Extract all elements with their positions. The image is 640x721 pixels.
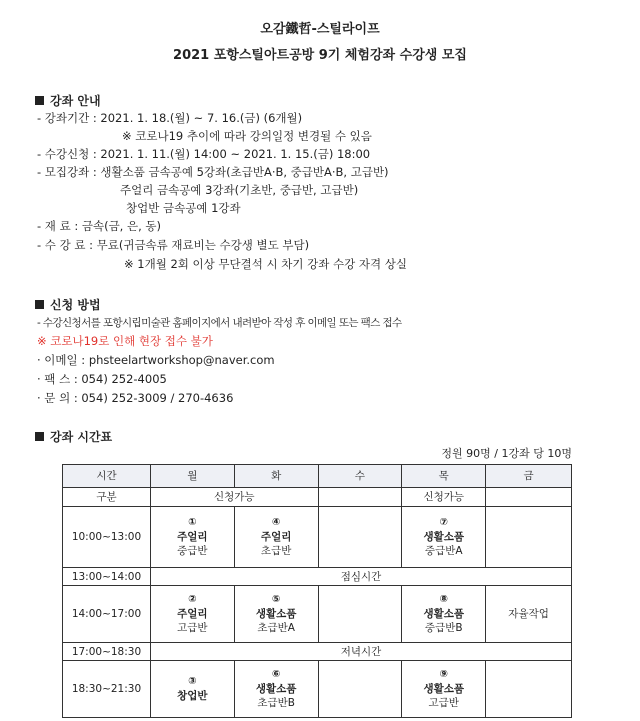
header-mon: 월 xyxy=(150,465,234,488)
slot3-tue xyxy=(234,661,318,718)
gubun-fri xyxy=(486,488,572,507)
registration-period: - 수강신청 : 2021. 1. 11.(월) 14:00 ~ 2021. 1. 15.(금) 18:00 xyxy=(37,147,371,161)
course-level: 초급반A xyxy=(257,622,295,634)
slot3-wed xyxy=(318,661,402,718)
course-number: ⑦ xyxy=(439,517,448,528)
course-number: ⑥ xyxy=(271,669,281,680)
course-name: 주얼리 xyxy=(177,531,208,543)
course-level: 중급반B xyxy=(424,622,463,634)
lunch-label: 점심시간 xyxy=(150,568,571,586)
tuition: - 수 강 료 : 무료(귀금속류 재료비는 수강생 별도 부담) xyxy=(37,238,310,252)
course-name: 생활소품 xyxy=(255,683,297,695)
section-apply-heading xyxy=(35,296,101,313)
gubun-row xyxy=(63,488,572,507)
square-bullet-icon xyxy=(35,300,44,309)
square-bullet-icon xyxy=(35,96,44,105)
contact-email: · 이메일 : phsteelartworkshop@naver.com xyxy=(37,353,275,367)
course-number: ⑧ xyxy=(439,594,448,605)
course-name: 생활소품 xyxy=(255,608,297,620)
course-level: 고급반 xyxy=(428,697,459,709)
course-level: 고급반 xyxy=(177,622,208,634)
course-number: ④ xyxy=(271,517,281,528)
gubun-wed xyxy=(318,488,402,507)
course-level: 초급반B xyxy=(257,697,295,709)
slot1-mon xyxy=(150,507,234,568)
section-heading-text: 신청 방법 xyxy=(50,298,101,312)
header-tue: 화 xyxy=(234,465,318,488)
slot1-wed xyxy=(318,507,402,568)
slot2-fri: 자율작업 xyxy=(486,586,572,643)
slot2-wed xyxy=(318,586,402,643)
slot3-time: 18:30~21:30 xyxy=(63,661,151,718)
course-level: 중급반A xyxy=(424,545,463,557)
slot2-tue xyxy=(234,586,318,643)
section-heading-text: 강좌 안내 xyxy=(50,94,101,108)
slot1-time: 10:00~13:00 xyxy=(63,507,151,568)
slot2-row xyxy=(63,586,572,643)
header-wed: 수 xyxy=(318,465,402,488)
header-time: 시간 xyxy=(63,465,151,488)
course-name: 주얼리 xyxy=(260,531,292,543)
gubun-mon-tue: 신청가능 xyxy=(150,488,318,507)
contact-phone: · 문 의 : 054) 252-3009 / 270-4636 xyxy=(37,391,234,405)
slot2-thu xyxy=(402,586,486,643)
lunch-row xyxy=(63,568,572,586)
slot1-thu xyxy=(402,507,486,568)
section-course-info-heading xyxy=(35,92,101,109)
materials: - 재 료 : 금속(금, 은, 동) xyxy=(37,219,162,233)
course-number: ③ xyxy=(188,676,197,687)
header-thu: 목 xyxy=(402,465,486,488)
apply-instructions: - 수강신청서를 포항시립미술관 홈페이지에서 내려받아 작성 후 이메일 또는 팩스 접수 xyxy=(37,317,402,329)
dinner-time: 17:00~18:30 xyxy=(63,643,151,661)
timetable-header-row xyxy=(63,465,572,488)
slot1-row xyxy=(63,507,572,568)
courses-jewelry: 주얼리 금속공예 3강좌(기초반, 중급반, 고급반) xyxy=(120,183,359,197)
header-fri: 금 xyxy=(486,465,572,488)
course-name: 생활소품 xyxy=(423,608,465,620)
section-heading-text: 강좌 시간표 xyxy=(50,430,113,444)
slot2-time: 14:00~17:00 xyxy=(63,586,151,643)
timetable xyxy=(62,464,572,718)
course-period: - 강좌기간 : 2021. 1. 18.(월) ~ 7. 16.(금) (6개월) xyxy=(37,111,303,125)
absence-rule: ※ 1개월 2회 이상 무단결석 시 차기 강좌 수강 자격 상실 xyxy=(124,257,408,271)
course-number: ⑨ xyxy=(439,669,448,680)
slot3-thu xyxy=(402,661,486,718)
square-bullet-icon xyxy=(35,432,44,441)
capacity-note: 정원 90명 / 1강좌 당 10명 xyxy=(441,447,572,460)
gubun-thu: 신청가능 xyxy=(402,488,486,507)
section-timetable-heading xyxy=(35,428,112,445)
course-number: ② xyxy=(188,594,197,605)
course-name: 생활소품 xyxy=(423,683,465,695)
dinner-label: 저녁시간 xyxy=(150,643,571,661)
slot3-mon xyxy=(150,661,234,718)
courses-living-goods: - 모집강좌 : 생활소품 금속공예 5강좌(초급반A·B, 중급반A·B, 고급반) xyxy=(37,165,389,179)
course-name: 창업반 xyxy=(177,690,208,702)
course-name: 주얼리 xyxy=(177,608,208,620)
covid-schedule-note: ※ 코로나19 추이에 따라 강의일정 변경될 수 있음 xyxy=(122,129,372,143)
dinner-row xyxy=(63,643,572,661)
poster-title: 오감鐵哲-스틸라이프 xyxy=(260,22,380,37)
slot2-mon xyxy=(150,586,234,643)
lunch-time: 13:00~14:00 xyxy=(63,568,151,586)
gubun-label: 구분 xyxy=(63,488,151,507)
course-level: 초급반 xyxy=(260,545,292,557)
course-number: ⑤ xyxy=(271,594,281,605)
course-level: 중급반 xyxy=(177,545,208,557)
slot3-row xyxy=(63,661,572,718)
courses-startup: 창업반 금속공예 1강좌 xyxy=(126,201,241,215)
covid-notice: ※ 코로나19로 인해 현장 접수 불가 xyxy=(37,334,213,348)
poster-subtitle: 2021 포항스틸아트공방 9기 체험강좌 수강생 모집 xyxy=(173,48,467,63)
course-name: 생활소품 xyxy=(423,531,465,543)
slot3-fri xyxy=(486,661,572,718)
contact-fax: · 팩 스 : 054) 252-4005 xyxy=(37,372,167,386)
slot1-tue xyxy=(234,507,318,568)
course-number: ① xyxy=(188,517,197,528)
slot1-fri xyxy=(486,507,572,568)
